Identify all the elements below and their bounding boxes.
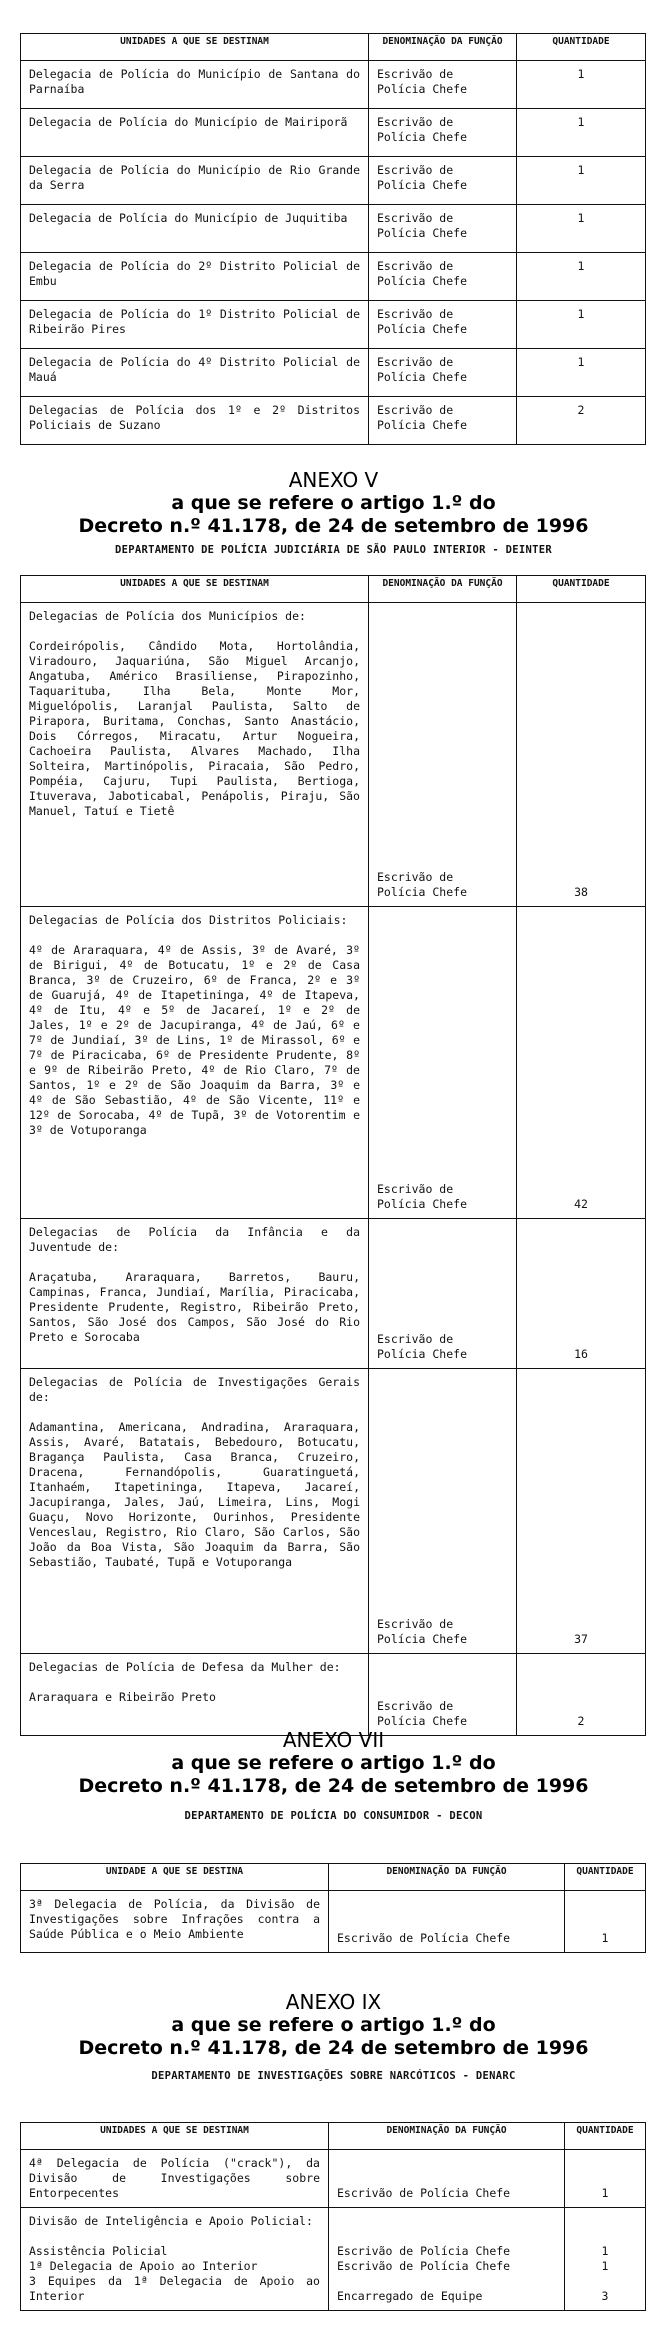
function-cell: Escrivão de Polícia Chefe (369, 157, 517, 205)
annex-ix-heading (0, 1990, 667, 2060)
unit-line: 3 Equipes da 1ª Delegacia de Apoio ao Interior (29, 2274, 320, 2303)
unit-intro: Delegacias de Polícia dos Distritos Policiais: (29, 913, 348, 927)
unit-cell (21, 603, 369, 907)
table-row (21, 397, 646, 445)
unit-list: 4º de Araraquara, 4º de Assis, 3º de Avaré, 3º de Birigui, 4º de Botucatu, 1º e 2º de Casa Branca, 3º de Cruzeiro, 6º de Franca, 2º e 3º de Guarujá, 4º de Itapetininga, 4º de Itapeva, 4º de Itu, 4º e 5º de Jacareí, 1º e 2º de Jales, 1º e 2º de Jacupiranga, 4º de Jaú, 6º e 7º de Jundiaí, 3º de Lins, 1º de Mirassol, 6º e 7º de Piracicaba, 6º de Presidente Prudente, 8º e 9º de Ribeirão Preto, 4º de Rio Claro, 7º de Santos, 1º e 2º de São Joaquim da Barra, 3º e 4º de São Sebastião, 4º de São Vicente, 11º e 12º de Sorocaba, 4º de Tupã, 3º de Votorentim e 3º de Votuporanga (29, 943, 360, 1137)
department-title: DEPARTAMENTO DE POLÍCIA DO CONSUMIDOR - DECON (184, 1810, 483, 1822)
function-cell: Escrivão de Polícia Chefe (369, 907, 517, 1219)
annex-v-heading (0, 468, 667, 538)
function-cell: Escrivão de Polícia Chefe (369, 1219, 517, 1369)
table-annex-v (20, 575, 646, 1736)
col-header-function: DENOMINAÇÃO DA FUNÇÃO (369, 576, 517, 603)
quantity-cell: 1 (517, 205, 646, 253)
unit-cell: Delegacia de Polícia do 2º Distrito Policial de Embu (21, 253, 369, 301)
quantity-cell: 2 (517, 397, 646, 445)
table-row (21, 907, 646, 1219)
table-row (21, 349, 646, 397)
table-header (21, 576, 646, 603)
unit-cell: Delegacias de Polícia dos 1º e 2º Distritos Policiais de Suzano (21, 397, 369, 445)
function-cell: Escrivão de Polícia Chefe (369, 61, 517, 109)
unit-cell: 3ª Delegacia de Polícia, da Divisão de Investigações sobre Infrações contra a Saúde Pública e o Meio Ambiente (21, 1891, 329, 1953)
unit-list: Cordeirópolis, Cândido Mota, Hortolândia, Viradouro, Jaquariúna, São Miguel Arcanjo, Angatuba, Américo Brasiliense, Pirapozinho, Taquarituba, Ilha Bela, Monte Mor, Miguelópolis, Laranjal Paulista, Salto de Pirapora, Buritama, Conchas, Santo Anastácio, Dois Córregos, Miracatu, Artur Nogueira, Cachoeira Paulista, Alvares Machado, Ilha Solteira, Martinópolis, Piracaia, São Pedro, Pompéia, Cajuru, Tupi Paulista, Bertioga, Ituverava, Jaboticabal, Penápolis, Piraju, São Manuel, Tatuí e Tietê (29, 639, 360, 818)
unit-line: 1ª Delegacia de Apoio ao Interior (29, 2259, 258, 2273)
unit-cell (21, 2208, 329, 2311)
unit-intro: Delegacias de Polícia de Investigações Gerais de: (29, 1375, 360, 1404)
unit-intro: Divisão de Inteligência e Apoio Policial: (29, 2214, 313, 2228)
table-row (21, 2208, 646, 2311)
table-header (21, 1864, 646, 1891)
quantity-line: 1 (601, 2259, 609, 2273)
table-row (21, 2150, 646, 2208)
table-row (21, 603, 646, 907)
quantity-cell: 1 (517, 157, 646, 205)
function-cell: Escrivão de Polícia Chefe (369, 109, 517, 157)
unit-intro: Delegacias de Polícia de Defesa da Mulher de: (29, 1660, 341, 1674)
unit-list: Araraquara e Ribeirão Preto (29, 1690, 216, 1704)
col-header-quantity: QUANTIDADE (517, 576, 646, 603)
unit-cell: 4ª Delegacia de Polícia ("crack"), da Divisão de Investigações sobre Entorpecentes (21, 2150, 329, 2208)
quantity-cell: 1 (517, 109, 646, 157)
department-title: DEPARTAMENTO DE POLÍCIA JUDICIÁRIA DE SÃO PAULO INTERIOR - DEINTER (114, 544, 553, 556)
annex-decree: Decreto n.º 41.178, de 24 de setembro de 1996 (78, 515, 589, 537)
table-row (21, 1891, 646, 1953)
unit-cell: Delegacia de Polícia do 1º Distrito Policial de Ribeirão Pires (21, 301, 369, 349)
unit-line: Assistência Policial (29, 2244, 168, 2258)
annex-decree: Decreto n.º 41.178, de 24 de setembro de 1996 (78, 2037, 589, 2059)
function-line: Encarregado de Equipe (337, 2289, 483, 2303)
function-cell: Escrivão de Polícia Chefe (369, 603, 517, 907)
annex-vii-heading (0, 1728, 667, 1798)
unit-cell (21, 907, 369, 1219)
unit-list: Adamantina, Americana, Andradina, Araraquara, Assis, Avaré, Batatais, Bebedouro, Botucatu, Bragança Paulista, Casa Branca, Cruzeiro, Dracena, Fernandópolis, Guaratinguetá, Itanhaém, Itapetininga, Itapeva, Jacareí, Jacupiranga, Jales, Jaú, Limeira, Lins, Mogi Guaçu, Novo Horizonte, Ourinhos, Presidente Venceslau, Registro, Rio Claro, São Carlos, São João da Boa Vista, São Joaquim da Barra, São Sebastião, Taubaté, Tupã e Votuporanga (29, 1420, 360, 1569)
function-line: Escrivão de Polícia Chefe (337, 2259, 511, 2273)
table-row (21, 61, 646, 109)
quantity-cell: 1 (517, 61, 646, 109)
function-cell: Escrivão de Polícia Chefe (369, 1369, 517, 1654)
unit-cell (21, 1219, 369, 1369)
table-row (21, 1219, 646, 1369)
function-cell: Escrivão de Polícia Chefe (369, 205, 517, 253)
quantity-cell: 42 (517, 907, 646, 1219)
unit-intro: Delegacias de Polícia da Infância e da Juventude de: (29, 1225, 360, 1254)
table-row (21, 301, 646, 349)
function-cell: Escrivão de Polícia Chefe (369, 349, 517, 397)
table-row (21, 253, 646, 301)
quantity-line: 1 (601, 2244, 609, 2258)
annex-title: ANEXO IX (285, 1990, 382, 2014)
quantity-cell: 1 (565, 2150, 646, 2208)
quantity-cell: 2 (517, 1654, 646, 1736)
unit-cell: Delegacia de Polícia do Município de Santana do Parnaíba (21, 61, 369, 109)
quantity-cell: 38 (517, 603, 646, 907)
annex-title: ANEXO VII (282, 1728, 385, 1752)
col-header-unit: UNIDADE A QUE SE DESTINA (21, 1864, 329, 1891)
table-row (21, 205, 646, 253)
col-header-unit: UNIDADES A QUE SE DESTINAM (21, 34, 369, 61)
unit-list: Araçatuba, Araraquara, Barretos, Bauru, Campinas, Franca, Jundiaí, Marília, Piracicaba, Presidente Prudente, Registro, Ribeirão Preto, Santos, São José dos Campos, São José do Rio Preto e Sorocaba (29, 1270, 360, 1344)
col-header-unit: UNIDADES A QUE SE DESTINAM (21, 576, 369, 603)
quantity-cell (565, 2208, 646, 2311)
quantity-cell: 37 (517, 1369, 646, 1654)
table-header (21, 2123, 646, 2150)
department-title: DEPARTAMENTO DE INVESTIGAÇÕES SOBRE NARCÓTICOS - DENARC (151, 2070, 516, 2082)
col-header-quantity: QUANTIDADE (565, 1864, 646, 1891)
unit-cell: Delegacia de Polícia do Município de Rio Grande da Serra (21, 157, 369, 205)
col-header-function: DENOMINAÇÃO DA FUNÇÃO (369, 34, 517, 61)
table-row (21, 1369, 646, 1654)
function-cell: Escrivão de Polícia Chefe (369, 1654, 517, 1736)
annex-title: ANEXO V (288, 468, 379, 492)
col-header-quantity: QUANTIDADE (517, 34, 646, 61)
quantity-cell: 1 (517, 301, 646, 349)
annex-decree: Decreto n.º 41.178, de 24 de setembro de 1996 (78, 1775, 589, 1797)
table-row (21, 157, 646, 205)
unit-intro: Delegacias de Polícia dos Municípios de: (29, 609, 306, 623)
quantity-cell: 16 (517, 1219, 646, 1369)
quantity-line: 3 (601, 2289, 609, 2303)
function-cell: Escrivão de Polícia Chefe (369, 301, 517, 349)
unit-cell: Delegacia de Polícia do 4º Distrito Policial de Mauá (21, 349, 369, 397)
table-row (21, 109, 646, 157)
function-cell: Escrivão de Polícia Chefe (329, 1891, 565, 1953)
col-header-function: DENOMINAÇÃO DA FUNÇÃO (329, 1864, 565, 1891)
function-cell: Escrivão de Polícia Chefe (369, 397, 517, 445)
function-line: Escrivão de Polícia Chefe (337, 2244, 511, 2258)
table-continuation (20, 33, 646, 445)
col-header-quantity: QUANTIDADE (565, 2123, 646, 2150)
unit-cell: Delegacia de Polícia do Município de Juquitiba (21, 205, 369, 253)
function-cell (329, 2208, 565, 2311)
col-header-function: DENOMINAÇÃO DA FUNÇÃO (329, 2123, 565, 2150)
unit-cell: Delegacia de Polícia do Município de Mairiporã (21, 109, 369, 157)
annex-subtitle: a que se refere o artigo 1.º do (171, 492, 496, 514)
table-row (21, 1654, 646, 1736)
unit-cell (21, 1369, 369, 1654)
table-annex-ix (20, 2122, 646, 2311)
quantity-cell: 1 (565, 1891, 646, 1953)
col-header-unit: UNIDADES A QUE SE DESTINAM (21, 2123, 329, 2150)
quantity-cell: 1 (517, 349, 646, 397)
function-cell: Escrivão de Polícia Chefe (369, 253, 517, 301)
annex-subtitle: a que se refere o artigo 1.º do (171, 2014, 496, 2036)
unit-cell (21, 1654, 369, 1736)
annex-subtitle: a que se refere o artigo 1.º do (171, 1752, 496, 1774)
quantity-cell: 1 (517, 253, 646, 301)
function-cell: Escrivão de Polícia Chefe (329, 2150, 565, 2208)
table-header (21, 34, 646, 61)
table-annex-vii (20, 1863, 646, 1953)
